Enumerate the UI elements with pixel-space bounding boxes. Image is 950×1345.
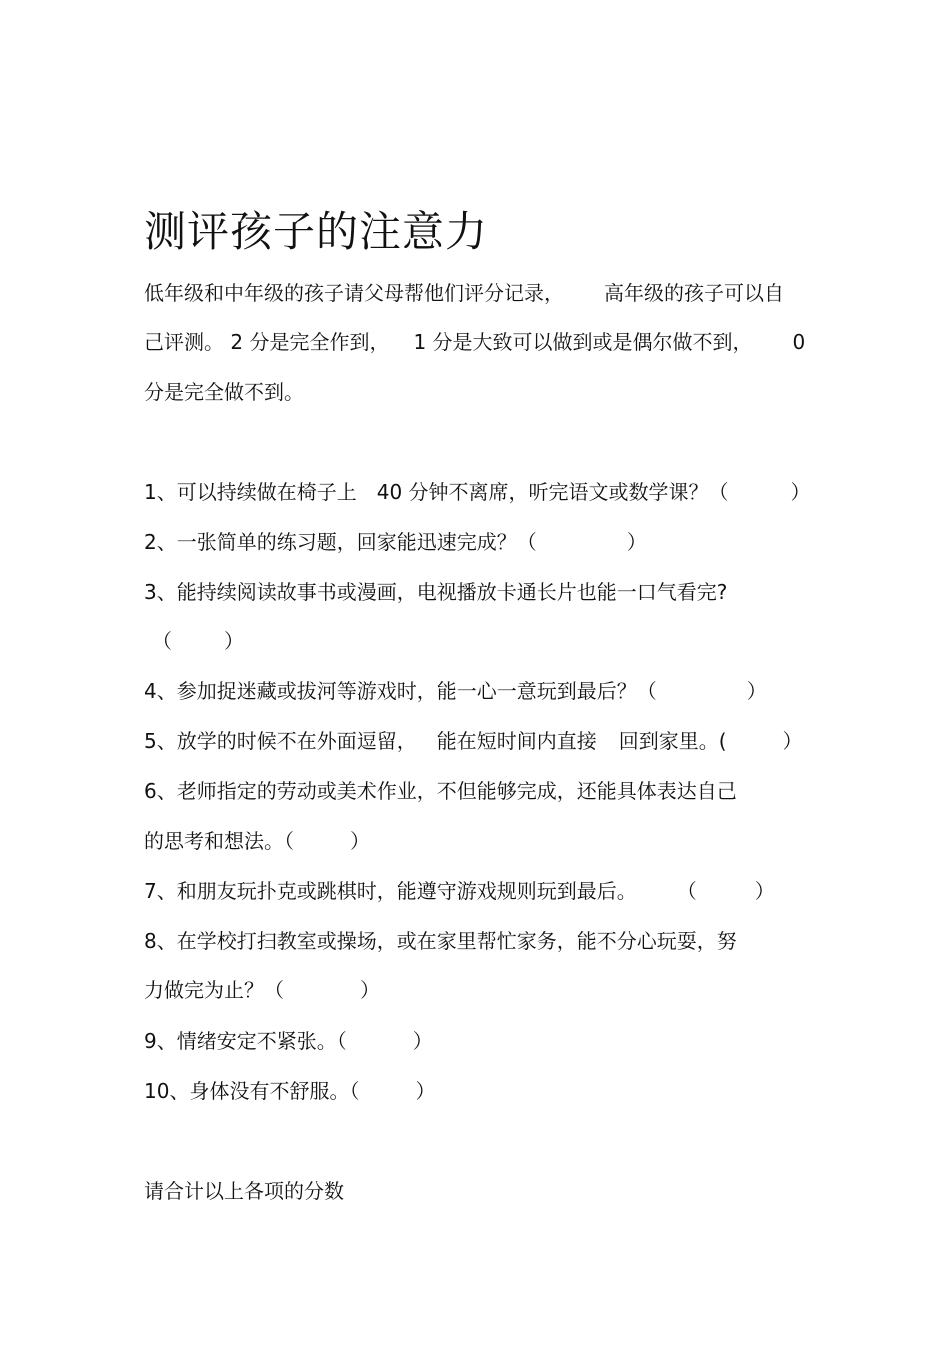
answer-paren-close: ）	[626, 530, 647, 554]
answer-paren-close: ）	[415, 1079, 436, 1103]
intro-line-3	[144, 378, 304, 406]
question-6	[144, 777, 737, 805]
question-2	[144, 528, 647, 556]
question-text: 6、老师指定的劳动或美术作业，不但能够完成，还能具体表达自己	[144, 779, 737, 803]
question-text: 力做完为止？（	[144, 978, 284, 1002]
answer-paren-close: ）	[746, 679, 767, 703]
question-text: 1、可以持续做在椅子上	[144, 480, 357, 504]
question-text: 回到家里。(	[618, 729, 727, 753]
intro-text: 低年级和中年级的孩子请父母帮他们评分记录，	[144, 281, 564, 305]
document-page	[144, 0, 834, 1345]
question-4	[144, 677, 767, 705]
footer-text: 请合计以上各项的分数	[144, 1179, 344, 1203]
answer-paren-close: ）	[782, 729, 803, 753]
question-1	[144, 478, 811, 506]
question-text: 5、放学的时候不在外面逗留，	[144, 729, 417, 753]
question-3-answer	[152, 627, 244, 655]
question-text: 9、情绪安定不紧张。（	[144, 1029, 347, 1053]
intro-line-2	[144, 328, 805, 356]
question-text: 4、参加捉迷藏或拔河等游戏时，能一心一意玩到最后？（	[144, 679, 657, 703]
answer-paren-close: ）	[360, 978, 380, 1002]
question-3	[144, 578, 727, 606]
question-6-cont	[144, 827, 370, 855]
question-text: 3、能持续阅读故事书或漫画，电视播放卡通长片也能一口气看完?	[144, 580, 728, 604]
answer-paren-close: ）	[790, 480, 811, 504]
question-9	[144, 1027, 433, 1055]
question-10	[144, 1077, 435, 1105]
page-title: 测评孩子的注意力	[144, 207, 489, 256]
question-text: 能在短时间内直接	[436, 729, 597, 753]
question-8	[144, 927, 737, 955]
question-7	[144, 877, 775, 905]
intro-text: 己评测。 2 分是完全作到，	[144, 330, 390, 354]
intro-text: 0	[792, 330, 806, 354]
question-text: 7、和朋友玩扑克或跳棋时，能遵守游戏规则玩到最后。	[144, 879, 637, 903]
answer-paren-open: （	[676, 879, 697, 903]
question-text: 的思考和想法。（	[144, 829, 294, 853]
answer-paren-open: （	[152, 629, 172, 653]
intro-text: 高年级的孩子可以自	[604, 281, 784, 305]
question-5	[144, 727, 803, 755]
question-text: 10、身体没有不舒服。（	[144, 1079, 360, 1103]
question-text: 8、在学校打扫教室或操场，或在家里帮忙家务，能不分心玩耍，努	[144, 929, 737, 953]
answer-paren-close: ）	[350, 829, 370, 853]
intro-text: 分是完全做不到。	[144, 380, 304, 404]
question-text: 2、一张简单的练习题，回家能迅速完成？（	[144, 530, 537, 554]
answer-paren-close: ）	[754, 879, 775, 903]
answer-paren-close: ）	[224, 629, 244, 653]
question-text: 40 分钟不离席，听完语文或数学课？（	[376, 480, 729, 504]
question-8-cont	[144, 976, 380, 1004]
intro-text: 1 分是大致可以做到或是偶尔做不到，	[413, 330, 753, 354]
footer-instruction	[144, 1177, 344, 1205]
answer-paren-close: ）	[412, 1029, 433, 1053]
intro-line-1	[144, 279, 784, 307]
